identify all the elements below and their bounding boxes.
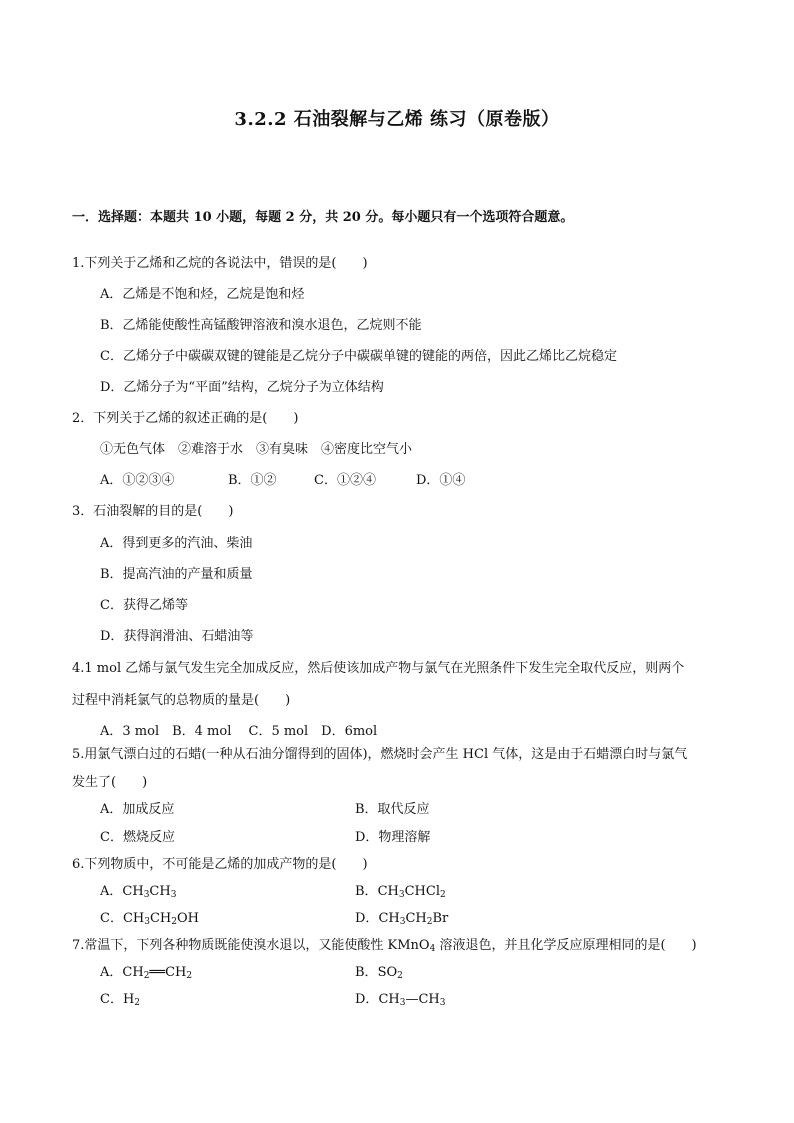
question-5-stem-line1: 5.用氯气漂白过的石蜡(一种从石油分馏得到的固体)，燃烧时会产生 HCl 气体，这是由于石蜡漂白时与氯气 bbox=[72, 747, 688, 762]
page-title: 3.2.2 石油裂解与乙烯 练习（原卷版） bbox=[234, 109, 560, 130]
question-7-option-c: C．$H_2$ bbox=[100, 992, 141, 1008]
question-7-stem-post: 溶液退色，并且化学反应原理相同的是( ) bbox=[435, 938, 697, 953]
question-2-option-a: A．①②③④ bbox=[100, 473, 175, 488]
question-2-stem: 2．下列关于乙烯的叙述正确的是( ) bbox=[72, 411, 299, 426]
question-4-stem-line1: 4.1 mol 乙烯与氯气发生完全加成反应，然后使该加成产物与氯气在光照条件下发生完全取代反应，则两个 bbox=[72, 661, 685, 676]
question-1-option-b: B．乙烯能使酸性高锰酸钾溶液和溴水退色，乙烷则不能 bbox=[100, 318, 422, 333]
question-2-option-d: D．①④ bbox=[416, 473, 466, 488]
question-7-stem-sub: 4 bbox=[429, 944, 436, 954]
question-3-stem: 3．石油裂解的目的是( ) bbox=[72, 504, 234, 519]
question-3-option-c: C．获得乙烯等 bbox=[100, 598, 188, 613]
question-6-option-c: C．$CH_3CH_2OH$ bbox=[100, 911, 200, 927]
question-5-option-d: D．物理溶解 bbox=[355, 830, 431, 845]
question-2-option-b: B．①② bbox=[228, 473, 277, 488]
question-4-stem-line2: 过程中消耗氯气的总物质的量是( ) bbox=[72, 693, 291, 708]
option-prefix: A． bbox=[100, 965, 123, 980]
question-2-option-c: C．①②④ bbox=[314, 473, 376, 488]
question-1-option-a: A．乙烯是不饱和烃，乙烷是饱和烃 bbox=[100, 287, 305, 302]
question-7-option-b: B．$SO_2$ bbox=[355, 965, 403, 981]
option-prefix: D． bbox=[355, 992, 379, 1007]
question-7-stem bbox=[72, 937, 697, 955]
question-1-stem: 1.下列关于乙烯和乙烷的各说法中，错误的是( ) bbox=[72, 256, 368, 271]
option-prefix: B． bbox=[355, 965, 378, 980]
question-6-option-a: A．$CH_3CH_3$ bbox=[100, 884, 177, 900]
question-5-option-b: B．取代反应 bbox=[355, 802, 430, 817]
option-prefix: C． bbox=[100, 911, 123, 926]
option-prefix: C． bbox=[100, 992, 123, 1007]
option-prefix: A． bbox=[100, 884, 123, 899]
question-5-option-a: A．加成反应 bbox=[100, 802, 175, 817]
question-2-items: ①无色气体 ②难溶于水 ③有臭味 ④密度比空气小 bbox=[100, 442, 413, 457]
question-1-option-c: C．乙烯分子中碳碳双键的键能是乙烷分子中碳碳单键的键能的两倍，因此乙烯比乙烷稳定 bbox=[100, 349, 617, 364]
question-4-options: A．3 mol B．4 mol C．5 mol D．6mol bbox=[100, 724, 378, 739]
section-heading: 一．选择题：本题共 10 小题，每题 2 分，共 20 分。每小题只有一个选项符合题意。 bbox=[72, 210, 574, 225]
question-1-option-d: D．乙烯分子为“平面”结构，乙烷分子为立体结构 bbox=[100, 380, 384, 395]
question-7-option-d: D．$CH_3—CH_3$ bbox=[355, 992, 446, 1008]
question-7-stem-pre: 7.常温下，下列各种物质既能使溴水退以，又能使酸性 KMnO bbox=[72, 938, 430, 953]
option-prefix: B． bbox=[355, 884, 378, 899]
option-prefix: D． bbox=[355, 911, 379, 926]
question-7-option-a: A．$CH_2══CH_2$ bbox=[100, 965, 193, 981]
question-6-option-b: B．$CH_3CHCl_2$ bbox=[355, 884, 446, 900]
question-5-option-c: C．燃烧反应 bbox=[100, 830, 175, 845]
question-5-stem-line2: 发生了( ) bbox=[72, 775, 148, 790]
question-6-stem: 6.下列物质中，不可能是乙烯的加成产物的是( ) bbox=[72, 857, 368, 872]
question-6-option-d: D．$CH_3CH_2Br$ bbox=[355, 911, 449, 927]
question-3-option-b: B．提高汽油的产量和质量 bbox=[100, 567, 253, 582]
question-3-option-a: A．得到更多的汽油、柴油 bbox=[100, 536, 253, 551]
question-3-option-d: D．获得润滑油、石蜡油等 bbox=[100, 629, 254, 644]
